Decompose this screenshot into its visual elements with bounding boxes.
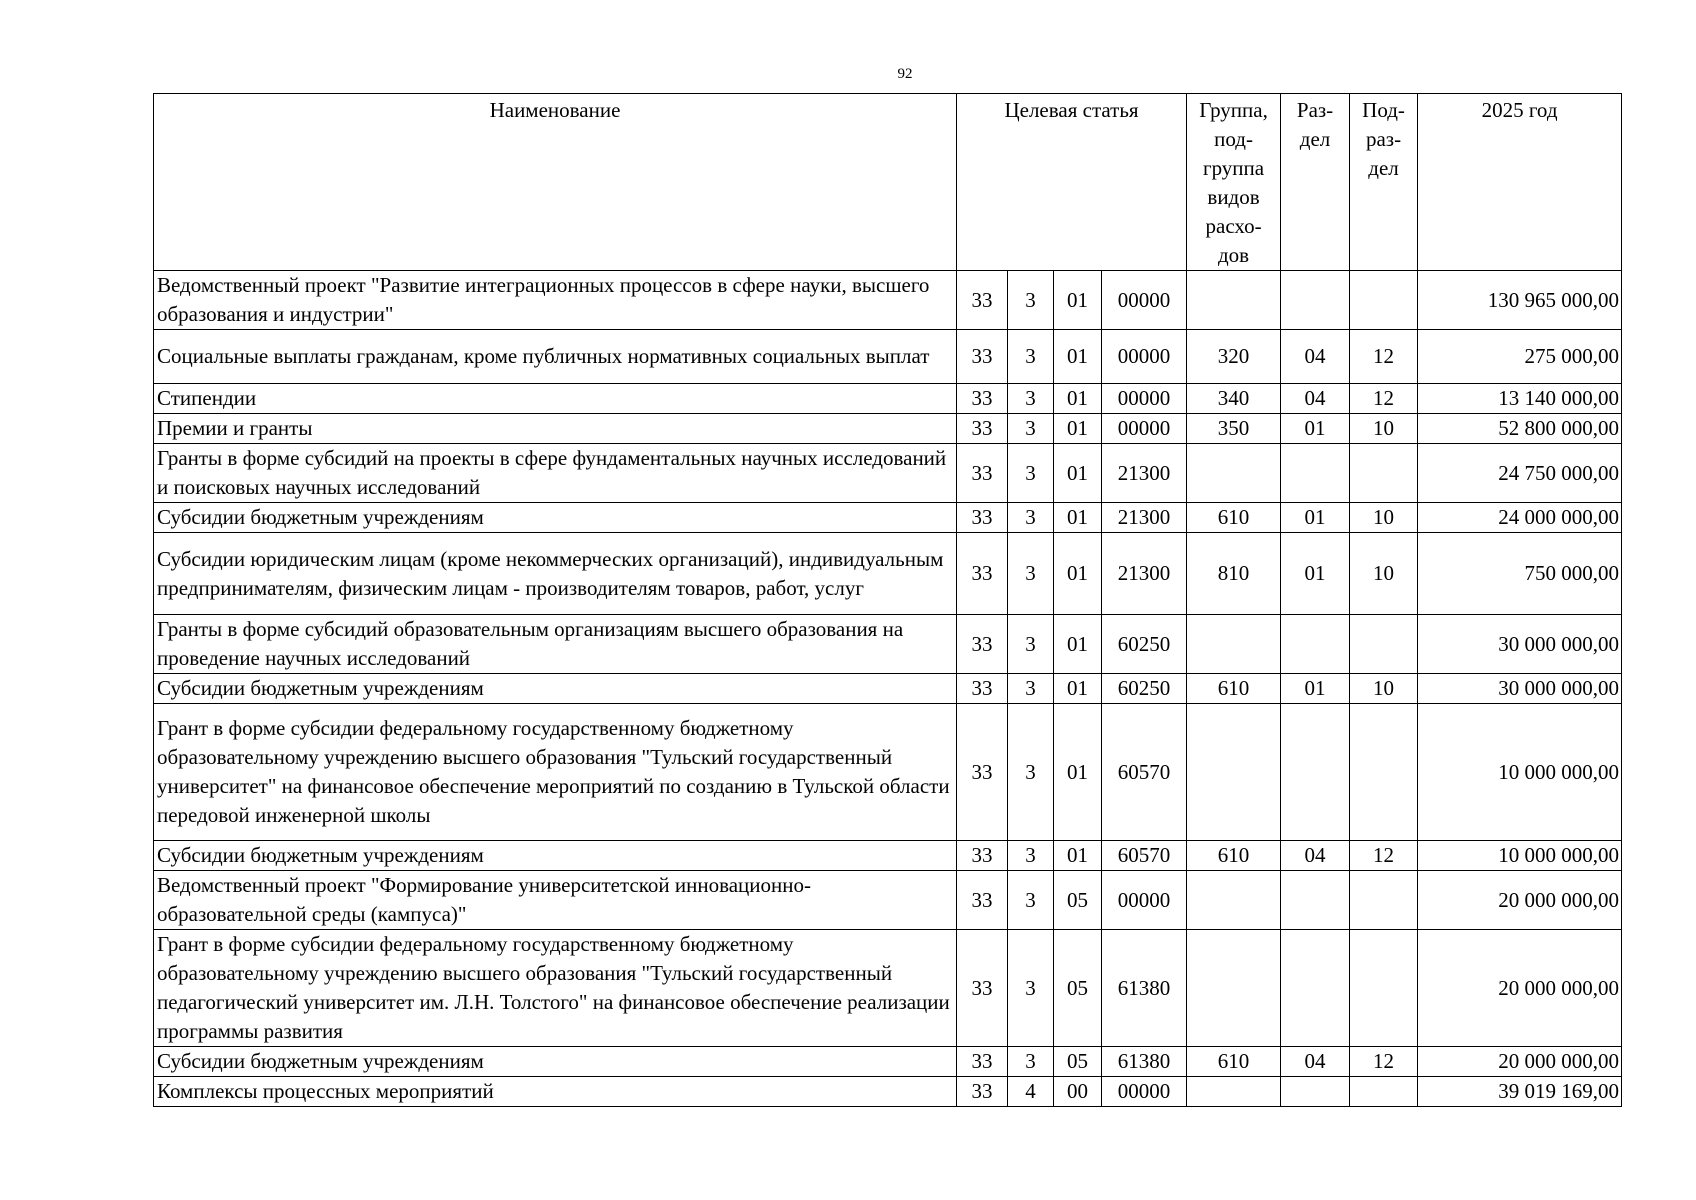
budget-table <box>153 93 1622 1107</box>
cell-subsection <box>1350 930 1418 1047</box>
cell-amount: 20 000 000,00 <box>1418 930 1622 1047</box>
cell-target-4: 00000 <box>1102 414 1187 444</box>
header-year: 2025 год <box>1418 94 1622 271</box>
cell-target-1: 33 <box>957 1047 1008 1077</box>
cell-target-4: 00000 <box>1102 871 1187 930</box>
cell-target-3: 00 <box>1054 1077 1102 1107</box>
cell-target-2: 3 <box>1008 503 1054 533</box>
cell-target-3: 01 <box>1054 533 1102 615</box>
cell-amount: 24 750 000,00 <box>1418 444 1622 503</box>
cell-amount: 130 965 000,00 <box>1418 271 1622 330</box>
table-row <box>154 444 1622 503</box>
header-section <box>1281 94 1350 271</box>
table-row <box>154 871 1622 930</box>
table-row <box>154 533 1622 615</box>
cell-target-3: 01 <box>1054 271 1102 330</box>
table-row <box>154 271 1622 330</box>
cell-target-2: 3 <box>1008 1047 1054 1077</box>
table-row <box>154 930 1622 1047</box>
cell-target-3: 05 <box>1054 930 1102 1047</box>
cell-target-2: 3 <box>1008 444 1054 503</box>
table-body <box>154 271 1622 1107</box>
cell-section: 01 <box>1281 674 1350 704</box>
cell-group <box>1187 271 1281 330</box>
cell-target-1: 33 <box>957 674 1008 704</box>
cell-target-1: 33 <box>957 414 1008 444</box>
cell-group: 340 <box>1187 384 1281 414</box>
cell-name: Субсидии бюджетным учреждениям <box>154 503 957 533</box>
cell-subsection: 10 <box>1350 414 1418 444</box>
cell-target-1: 33 <box>957 871 1008 930</box>
cell-section <box>1281 444 1350 503</box>
cell-name: Субсидии бюджетным учреждениям <box>154 841 957 871</box>
cell-group <box>1187 444 1281 503</box>
cell-group: 610 <box>1187 1047 1281 1077</box>
cell-target-4: 00000 <box>1102 330 1187 384</box>
cell-name: Премии и гранты <box>154 414 957 444</box>
cell-name: Гранты в форме субсидий образовательным организациям высшего образования на проведение научных исследований <box>154 615 957 674</box>
cell-section: 04 <box>1281 841 1350 871</box>
cell-target-1: 33 <box>957 704 1008 841</box>
cell-section <box>1281 871 1350 930</box>
table-row <box>154 330 1622 384</box>
cell-target-2: 3 <box>1008 414 1054 444</box>
cell-target-4: 60570 <box>1102 704 1187 841</box>
cell-target-2: 3 <box>1008 533 1054 615</box>
cell-amount: 13 140 000,00 <box>1418 384 1622 414</box>
cell-target-4: 00000 <box>1102 271 1187 330</box>
cell-target-2: 3 <box>1008 330 1054 384</box>
cell-amount: 20 000 000,00 <box>1418 1047 1622 1077</box>
cell-subsection <box>1350 871 1418 930</box>
cell-target-3: 01 <box>1054 841 1102 871</box>
cell-name: Ведомственный проект "Формирование университетской инновационно-образовательной среды (кампуса)" <box>154 871 957 930</box>
cell-target-4: 00000 <box>1102 1077 1187 1107</box>
cell-target-1: 33 <box>957 533 1008 615</box>
cell-target-3: 01 <box>1054 704 1102 841</box>
cell-group: 320 <box>1187 330 1281 384</box>
cell-group: 610 <box>1187 674 1281 704</box>
table-row <box>154 503 1622 533</box>
cell-subsection <box>1350 704 1418 841</box>
cell-section <box>1281 1077 1350 1107</box>
header-group-text: Группа, под-группа видов расхо-дов <box>1199 98 1268 267</box>
cell-target-2: 4 <box>1008 1077 1054 1107</box>
cell-section: 04 <box>1281 330 1350 384</box>
cell-name: Гранты в форме субсидий на проекты в сфере фундаментальных научных исследований и поисковых научных исследований <box>154 444 957 503</box>
cell-target-2: 3 <box>1008 615 1054 674</box>
cell-amount: 30 000 000,00 <box>1418 674 1622 704</box>
table-row <box>154 384 1622 414</box>
cell-target-1: 33 <box>957 271 1008 330</box>
cell-target-2: 3 <box>1008 871 1054 930</box>
cell-group <box>1187 615 1281 674</box>
cell-target-4: 60250 <box>1102 674 1187 704</box>
header-target-article: Целевая статья <box>957 94 1187 271</box>
table-row <box>154 615 1622 674</box>
table-row <box>154 674 1622 704</box>
cell-section <box>1281 271 1350 330</box>
cell-subsection <box>1350 271 1418 330</box>
cell-section <box>1281 930 1350 1047</box>
cell-subsection: 12 <box>1350 1047 1418 1077</box>
cell-target-2: 3 <box>1008 271 1054 330</box>
cell-section: 01 <box>1281 533 1350 615</box>
cell-target-3: 05 <box>1054 871 1102 930</box>
cell-target-4: 21300 <box>1102 533 1187 615</box>
cell-target-4: 61380 <box>1102 930 1187 1047</box>
page-number: 92 <box>897 66 913 82</box>
cell-target-3: 01 <box>1054 444 1102 503</box>
cell-target-1: 33 <box>957 503 1008 533</box>
cell-target-1: 33 <box>957 615 1008 674</box>
cell-section: 01 <box>1281 503 1350 533</box>
cell-section <box>1281 615 1350 674</box>
cell-target-2: 3 <box>1008 674 1054 704</box>
cell-target-2: 3 <box>1008 841 1054 871</box>
cell-target-1: 33 <box>957 444 1008 503</box>
cell-amount: 10 000 000,00 <box>1418 841 1622 871</box>
cell-target-3: 01 <box>1054 615 1102 674</box>
table-row <box>154 414 1622 444</box>
cell-target-3: 01 <box>1054 330 1102 384</box>
table-row <box>154 1047 1622 1077</box>
cell-target-3: 01 <box>1054 503 1102 533</box>
cell-amount: 24 000 000,00 <box>1418 503 1622 533</box>
cell-group: 350 <box>1187 414 1281 444</box>
cell-target-2: 3 <box>1008 704 1054 841</box>
cell-amount: 10 000 000,00 <box>1418 704 1622 841</box>
header-group <box>1187 94 1281 271</box>
cell-section: 04 <box>1281 384 1350 414</box>
cell-name: Комплексы процессных мероприятий <box>154 1077 957 1107</box>
cell-target-3: 05 <box>1054 1047 1102 1077</box>
cell-target-1: 33 <box>957 384 1008 414</box>
cell-group <box>1187 871 1281 930</box>
cell-subsection: 10 <box>1350 533 1418 615</box>
cell-amount: 750 000,00 <box>1418 533 1622 615</box>
cell-target-2: 3 <box>1008 384 1054 414</box>
table-row <box>154 841 1622 871</box>
cell-name: Субсидии бюджетным учреждениям <box>154 674 957 704</box>
header-name: Наименование <box>154 94 957 271</box>
cell-group <box>1187 1077 1281 1107</box>
cell-target-4: 61380 <box>1102 1047 1187 1077</box>
cell-target-4: 60250 <box>1102 615 1187 674</box>
cell-group <box>1187 704 1281 841</box>
cell-target-4: 60570 <box>1102 841 1187 871</box>
header-section-text: Раз-дел <box>1296 98 1334 151</box>
cell-target-3: 01 <box>1054 414 1102 444</box>
cell-target-1: 33 <box>957 841 1008 871</box>
table-header-row <box>154 94 1622 271</box>
cell-target-1: 33 <box>957 330 1008 384</box>
header-subsection <box>1350 94 1418 271</box>
cell-amount: 39 019 169,00 <box>1418 1077 1622 1107</box>
cell-target-2: 3 <box>1008 930 1054 1047</box>
cell-subsection: 12 <box>1350 384 1418 414</box>
cell-target-3: 01 <box>1054 384 1102 414</box>
cell-target-4: 21300 <box>1102 503 1187 533</box>
cell-subsection <box>1350 444 1418 503</box>
cell-group <box>1187 930 1281 1047</box>
cell-subsection: 12 <box>1350 841 1418 871</box>
cell-group: 610 <box>1187 503 1281 533</box>
cell-name: Субсидии бюджетным учреждениям <box>154 1047 957 1077</box>
cell-group: 810 <box>1187 533 1281 615</box>
cell-section: 01 <box>1281 414 1350 444</box>
cell-name: Ведомственный проект "Развитие интеграционных процессов в сфере науки, высшего образования и индустрии" <box>154 271 957 330</box>
table-row <box>154 704 1622 841</box>
cell-name: Социальные выплаты гражданам, кроме публичных нормативных социальных выплат <box>154 330 957 384</box>
cell-group: 610 <box>1187 841 1281 871</box>
cell-amount: 30 000 000,00 <box>1418 615 1622 674</box>
cell-subsection: 12 <box>1350 330 1418 384</box>
cell-subsection: 10 <box>1350 674 1418 704</box>
cell-target-4: 21300 <box>1102 444 1187 503</box>
cell-name: Стипендии <box>154 384 957 414</box>
cell-subsection: 10 <box>1350 503 1418 533</box>
header-subsection-text: Под-раз-дел <box>1362 98 1405 180</box>
table-row <box>154 1077 1622 1107</box>
cell-amount: 275 000,00 <box>1418 330 1622 384</box>
cell-subsection <box>1350 1077 1418 1107</box>
cell-target-4: 00000 <box>1102 384 1187 414</box>
cell-target-1: 33 <box>957 930 1008 1047</box>
cell-amount: 52 800 000,00 <box>1418 414 1622 444</box>
cell-section <box>1281 704 1350 841</box>
cell-target-3: 01 <box>1054 674 1102 704</box>
cell-name: Грант в форме субсидии федеральному государственному бюджетному образовательному учреждению высшего образования "Тульский государственный педагогический университет им. Л.Н. Толстого" на финансовое обеспечение реализации программы развития <box>154 930 957 1047</box>
cell-target-1: 33 <box>957 1077 1008 1107</box>
cell-name: Грант в форме субсидии федеральному государственному бюджетному образовательному учреждению высшего образования "Тульский государственный университет" на финансовое обеспечение мероприятий по созданию в Тульской области передовой инженерной школы <box>154 704 957 841</box>
cell-name: Субсидии юридическим лицам (кроме некоммерческих организаций), индивидуальным предпринимателям, физическим лицам - производителям товаров, работ, услуг <box>154 533 957 615</box>
cell-section: 04 <box>1281 1047 1350 1077</box>
cell-amount: 20 000 000,00 <box>1418 871 1622 930</box>
cell-subsection <box>1350 615 1418 674</box>
